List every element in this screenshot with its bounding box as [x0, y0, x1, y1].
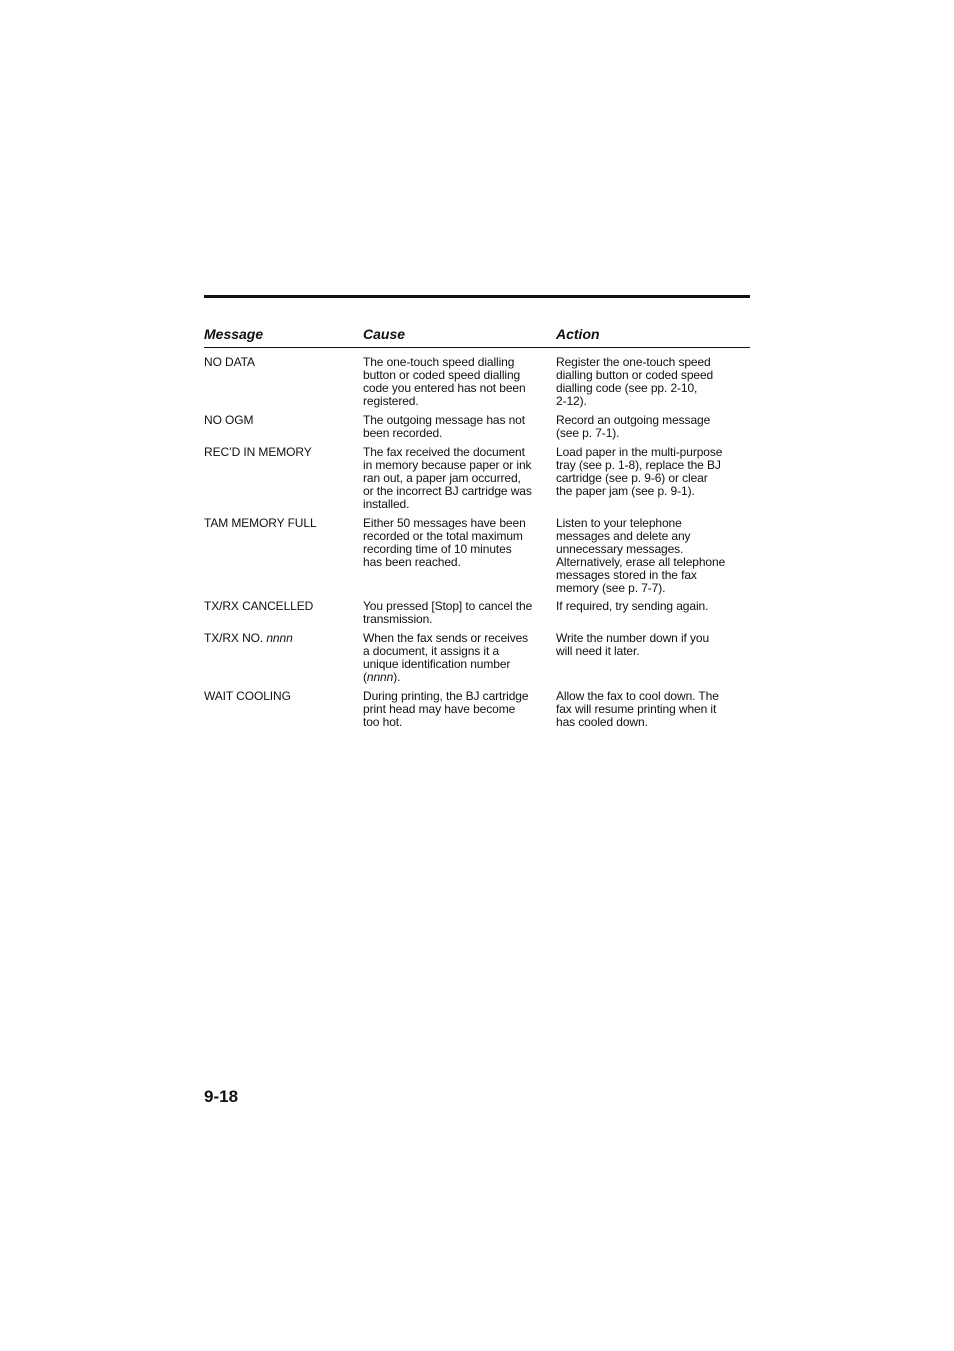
row-action: Write the number down if you will need it later. — [556, 631, 710, 658]
row-message: NO DATA — [204, 355, 255, 369]
row-action: Load paper in the multi-purpose tray (see p. 1-8), replace the BJ cartridge (see p. 9-6) or clear the paper jam (see p. 9-1). — [556, 445, 723, 498]
row-cause: When the fax sends or receives a document, it assigns it a unique identification number (nnnn). — [363, 631, 529, 684]
row-message: NO OGM — [204, 413, 254, 427]
header-message: Message — [204, 326, 264, 342]
table-header-row — [204, 325, 750, 348]
row-action: Listen to your telephone messages and delete any unnecessary messages. Alternatively, erase all telephone messages stored in the fax memory (see p. 7-7). — [556, 516, 726, 595]
row-action: Register the one-touch speed dialling button or coded speed dialling code (see pp. 2-10, 2-12). — [556, 355, 714, 408]
row-cause: You pressed [Stop] to cancel the transmission. — [363, 599, 533, 626]
top-rule — [204, 295, 750, 298]
table-row — [204, 600, 750, 632]
row-action: If required, try sending again. — [556, 599, 709, 613]
row-action: Record an outgoing message (see p. 7-1). — [556, 413, 711, 440]
row-message: WAIT COOLING — [204, 689, 291, 703]
row-cause: The fax received the document in memory because paper or ink ran out, a paper jam occurred, or the incorrect BJ cartridge was installed. — [363, 445, 532, 511]
table-row — [204, 356, 750, 414]
row-message: TAM MEMORY FULL — [204, 516, 317, 530]
header-action: Action — [556, 326, 600, 342]
row-cause: Either 50 messages have been recorded or the total maximum recording time of 10 minutes has been reached. — [363, 516, 526, 569]
table-row — [204, 414, 750, 446]
table-row — [204, 632, 750, 690]
row-message: TX/RX CANCELLED — [204, 599, 314, 613]
table-row — [204, 446, 750, 517]
row-cause: The one-touch speed dialling button or coded speed dialling code you entered has not been registered. — [363, 355, 526, 408]
row-cause: During printing, the BJ cartridge print head may have become too hot. — [363, 689, 529, 729]
row-action: Allow the fax to cool down. The fax will resume printing when it has cooled down. — [556, 689, 719, 729]
row-message: REC’D IN MEMORY — [204, 445, 312, 459]
header-cause: Cause — [363, 326, 406, 342]
error-message-table — [204, 325, 750, 735]
row-cause: The outgoing message has not been recorded. — [363, 413, 525, 440]
page-number: 9-18 — [204, 1087, 239, 1106]
table-row — [204, 690, 750, 735]
row-message: TX/RX NO. nnnn — [204, 631, 293, 645]
table-row — [204, 517, 750, 600]
